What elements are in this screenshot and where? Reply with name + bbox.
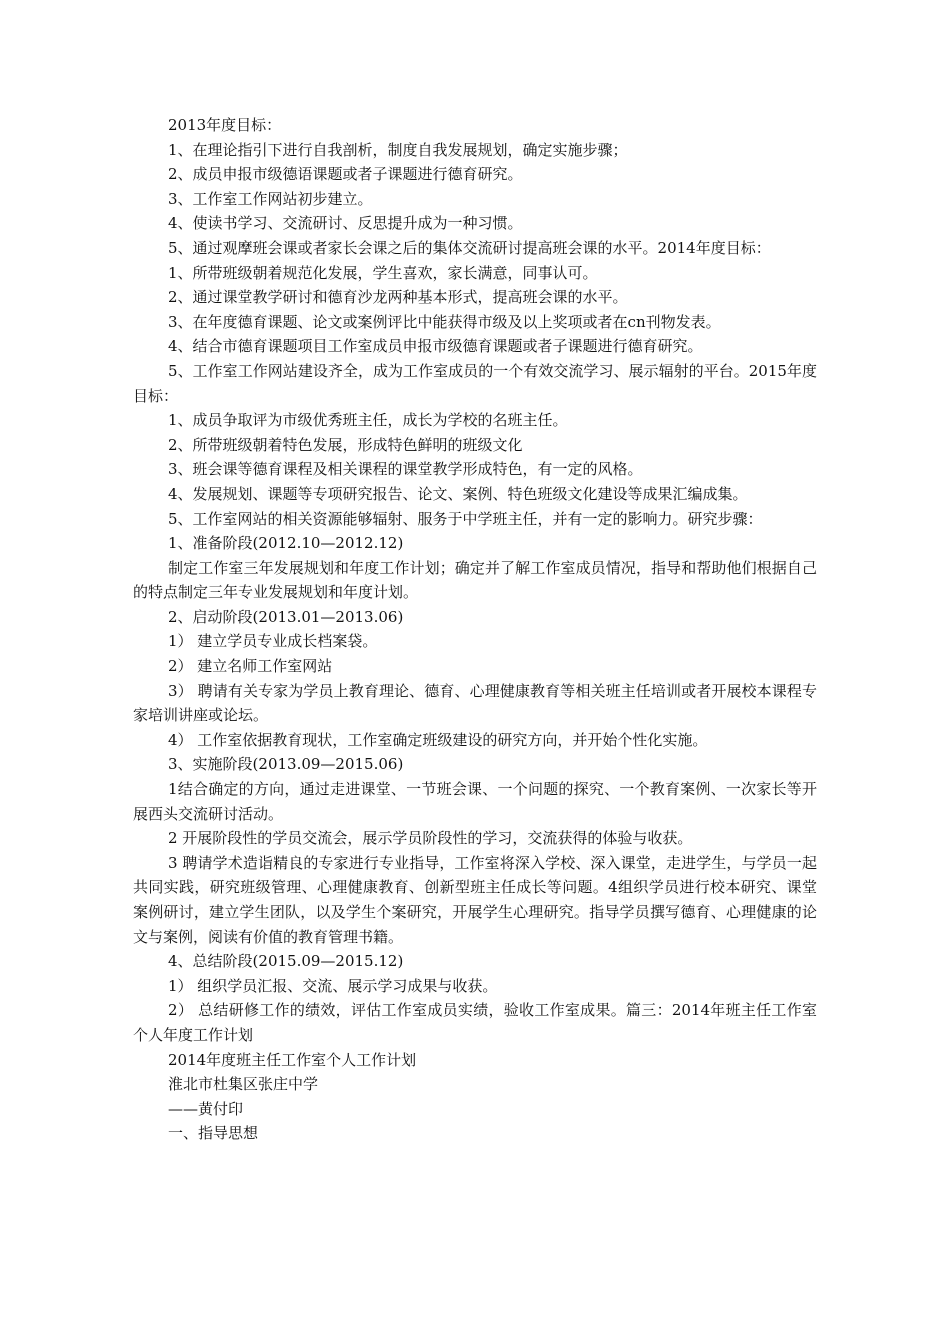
goal-2014-item-5: 5、工作室工作网站建设齐全，成为工作室成员的一个有效交流学习、展示辐射的平台。2015年度目标： bbox=[133, 361, 817, 405]
stage-2-item-1: 1） 建立学员专业成长档案袋。 bbox=[168, 632, 378, 651]
goal-2013-heading: 2013年度目标： bbox=[168, 116, 282, 134]
stage-2-item-3: 3） 聘请有关专家为学员上教育理论、德育、心理健康教育等相关班主任培训或者开展校本课程专家培训讲座或论坛。 bbox=[133, 681, 817, 725]
stage-2-item-2: 2） 建立名师工作室网站 bbox=[168, 657, 333, 676]
stage-2-item-4: 4） 工作室依据教育现状，工作室确定班级建设的研究方向，并开始个性化实施。 bbox=[168, 730, 708, 749]
goal-2013-item-2: 2、成员申报市级德语课题或者子课题进行德育研究。 bbox=[168, 165, 523, 184]
goal-2013-item-1: 1、在理论指引下进行自我剖析，制度自我发展规划，确定实施步骤； bbox=[168, 140, 628, 159]
goal-2015-item-5: 5、工作室网站的相关资源能够辐射、服务于中学班主任，并有一定的影响力。研究步骤： bbox=[168, 509, 763, 528]
goal-2014-item-2: 2、通过课堂教学研讨和德育沙龙两种基本形式，提高班会课的水平。 bbox=[168, 288, 628, 307]
goal-2014-item-3: 3、在年度德育课题、论文或案例评比中能获得市级及以上奖项或者在cn刊物发表。 bbox=[168, 312, 721, 331]
goal-2014-item-4: 4、结合市德育课题项目工作室成员申报市级德育课题或者子课题进行德育研究。 bbox=[168, 337, 703, 356]
goal-2013-item-3: 3、工作室工作网站初步建立。 bbox=[168, 189, 373, 208]
author-name: ——黄付印 bbox=[168, 1099, 244, 1118]
goal-2015-item-2: 2、所带班级朝着特色发展，形成特色鲜明的班级文化 bbox=[168, 435, 523, 454]
goal-2015-item-1: 1、成员争取评为市级优秀班主任，成长为学校的名班主任。 bbox=[168, 411, 568, 430]
goal-2013-item-4: 4、使读书学习、交流研讨、反思提升成为一种习惯。 bbox=[168, 214, 523, 233]
stage-4-heading: 4、总结阶段(2015.09—2015.12) bbox=[168, 952, 404, 971]
stage-3-heading: 3、实施阶段(2013.09—2015.06) bbox=[168, 755, 404, 774]
stage-1-heading: 1、准备阶段(2012.10—2012.12) bbox=[168, 534, 404, 553]
goal-2015-item-3: 3、班会课等德育课程及相关课程的课堂教学形成特色，有一定的风格。 bbox=[168, 460, 643, 479]
stage-1-body: 制定工作室三年发展规划和年度工作计划；确定并了解工作室成员情况，指导和帮助他们根据自己的特点制定三年专业发展规划和年度计划。 bbox=[133, 558, 817, 602]
stage-2-heading: 2、启动阶段(2013.01—2013.06) bbox=[168, 607, 404, 626]
school-name: 淮北市杜集区张庄中学 bbox=[168, 1075, 319, 1094]
stage-4-item-1: 1） 组织学员汇报、交流、展示学习成果与收获。 bbox=[168, 976, 498, 995]
goal-2013-item-5: 5、通过观摩班会课或者家长会课之后的集体交流研讨提高班会课的水平。2014年度目标： bbox=[168, 238, 771, 257]
document-body bbox=[133, 113, 817, 1146]
stage-4-item-2: 2） 总结研修工作的绩效，评估工作室成员实绩，验收工作室成果。篇三：2014年班主任工作室个人年度工作计划 bbox=[133, 1001, 817, 1044]
goal-2014-item-1: 1、所带班级朝着规范化发展，学生喜欢，家长满意，同事认可。 bbox=[168, 263, 598, 282]
plan-title: 2014年度班主任工作室个人工作计划 bbox=[168, 1050, 417, 1069]
stage-3-item-1: 1结合确定的方向，通过走进课堂、一节班会课、一个问题的探究、一个教育案例、一次家长等开展西头交流研讨活动。 bbox=[133, 780, 817, 823]
stage-3-item-2: 2 开展阶段性的学员交流会，展示学员阶段性的学习，交流获得的体验与收获。 bbox=[168, 829, 693, 848]
goal-2015-item-4: 4、发展规划、课题等专项研究报告、论文、案例、特色班级文化建设等成果汇编成集。 bbox=[168, 484, 748, 503]
section-heading-guiding-thought: 一、指导思想 bbox=[168, 1124, 259, 1143]
stage-3-item-3: 3 聘请学术造诣精良的专家进行专业指导，工作室将深入学校、深入课堂，走进学生，与学员一起共同实践，研究班级管理、心理健康教育、创新型班主任成长等问题。4组织学员进行校本研究、课堂案例研讨，建立学生团队，以及学生个案研究，开展学生心理研究。指导学员撰写德育、心理健康的论文与案例，阅读有价值的教育管理书籍。 bbox=[133, 853, 817, 946]
